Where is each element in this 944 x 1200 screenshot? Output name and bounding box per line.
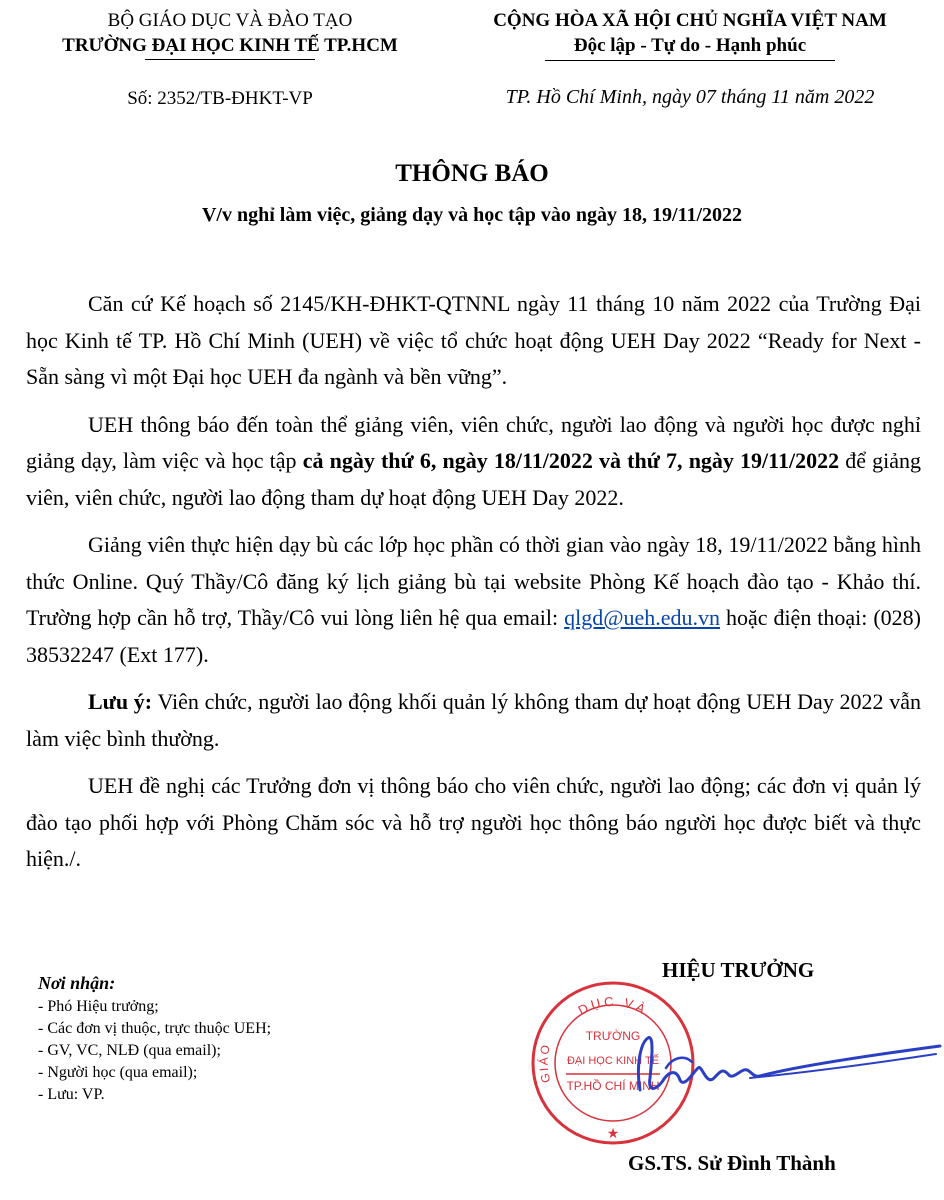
document-body <box>26 286 921 889</box>
signer-name: GS.TS. Sử Đình Thành <box>628 1151 836 1175</box>
recipient-item: - GV, VC, NLĐ (qua email); <box>38 1042 221 1059</box>
issuer-block <box>20 8 440 60</box>
recipient-item: - Người học (qua email); <box>38 1064 198 1081</box>
paragraph-2-dates: cả ngày thứ 6, ngày 18/11/2022 và thứ 7, ngày 19/11/2022 <box>302 448 840 473</box>
email-link[interactable]: qlgd@ueh.edu.vn <box>564 605 720 630</box>
svg-text:DỤC VÀ <box>576 994 651 1018</box>
paragraph-1: Căn cứ Kế hoạch số 2145/KH-ĐHKT-QTNNL ngày 11 tháng 10 năm 2022 của Trường Đại học Kinh tế TP. Hồ Chí Minh (UEH) về việc tổ chức hoạt động UEH Day 2022 “Ready for Next - Sẵn sàng vì một Đại học UEH đa ngành và bền vững”. <box>26 291 921 389</box>
recipient-item: - Lưu: VP. <box>38 1086 105 1103</box>
note-text: Viên chức, người lao động khối quản lý không tham dự hoạt động UEH Day 2022 vẫn làm việc bình thường. <box>26 689 921 751</box>
paragraph-5: UEH đề nghị các Trưởng đơn vị thông báo cho viên chức, người lao động; các đơn vị quản lý đào tạo phối hợp với Phòng Chăm sóc và hỗ trợ người học thông báo người học được biết và thực hiện./. <box>26 773 921 871</box>
seal-arc-text-left: GIÁO <box>536 1041 554 1085</box>
recipient-item: - Các đơn vị thuộc, trực thuộc UEH; <box>38 1020 272 1037</box>
document-title: THÔNG BÁO <box>395 160 549 187</box>
note-label: Lưu ý: <box>88 689 153 714</box>
svg-text:GIÁO <box>536 1042 554 1084</box>
paragraph-3-text-end: hoặc điện thoại: (028) 38532247 (Ext 177). <box>26 605 921 667</box>
recipients-heading: Nơi nhận: <box>38 973 116 993</box>
handwritten-signature <box>610 1028 944 1108</box>
country-name: CỘNG HÒA XÃ HỘI CHỦ NGHĨA VIỆT NAM <box>493 10 887 31</box>
recipients-block <box>38 972 458 1106</box>
university-name: TRƯỜNG ĐẠI HỌC KINH TẾ TP.HCM <box>62 35 398 56</box>
document-number: Số: 2352/TB-ĐHKT-VP <box>127 88 313 109</box>
motto-underline <box>545 60 835 61</box>
paragraph-2 <box>26 407 921 517</box>
recipient-item: - Phó Hiệu trưởng; <box>38 998 159 1015</box>
ministry-name: BỘ GIÁO DỤC VÀ ĐÀO TẠO <box>107 10 353 31</box>
national-heading <box>440 8 940 61</box>
paragraph-2-text-end: để giảng viên, viên chức, người lao động tham dự hoạt động UEH Day 2022. <box>26 448 921 510</box>
motto: Độc lập - Tự do - Hạnh phúc <box>573 35 807 56</box>
paragraph-4 <box>26 684 921 757</box>
seal-line-3: TP.HỒ CHÍ MINH <box>566 1079 660 1093</box>
seal-star-icon: ★ <box>606 1127 620 1142</box>
signer-title: HIỆU TRƯỞNG <box>662 958 815 982</box>
document-subject: V/v nghỉ làm việc, giảng dạy và học tập vào ngày 18, 19/11/2022 <box>201 204 743 226</box>
issuer-underline <box>145 59 315 60</box>
seal-line-2: ĐẠI HỌC KINH TẾ <box>566 1055 660 1067</box>
seal-arc-text: DỤC VÀ <box>575 993 651 1018</box>
paragraph-3-text: Giảng viên thực hiện dạy bù các lớp học phần có thời gian vào ngày 18, 19/11/2022 bằng hình thức Online. Quý Thầy/Cô đăng ký lịch giảng bù tại website Phòng Kế hoạch đào tạo - Khảo thí. Trường hợp cần hỗ trợ, Thầy/Cô vui lòng liên hệ qua email: <box>26 532 921 630</box>
paragraph-2-text: UEH thông báo đến toàn thể giảng viên, viên chức, người lao động và người học được nghỉ giảng dạy, làm việc và học tập <box>26 411 921 473</box>
paragraph-3 <box>26 527 921 673</box>
document-date: TP. Hồ Chí Minh, ngày 07 tháng 11 năm 2022 <box>505 86 875 108</box>
seal-line-1: TRƯỜNG <box>585 1029 641 1043</box>
